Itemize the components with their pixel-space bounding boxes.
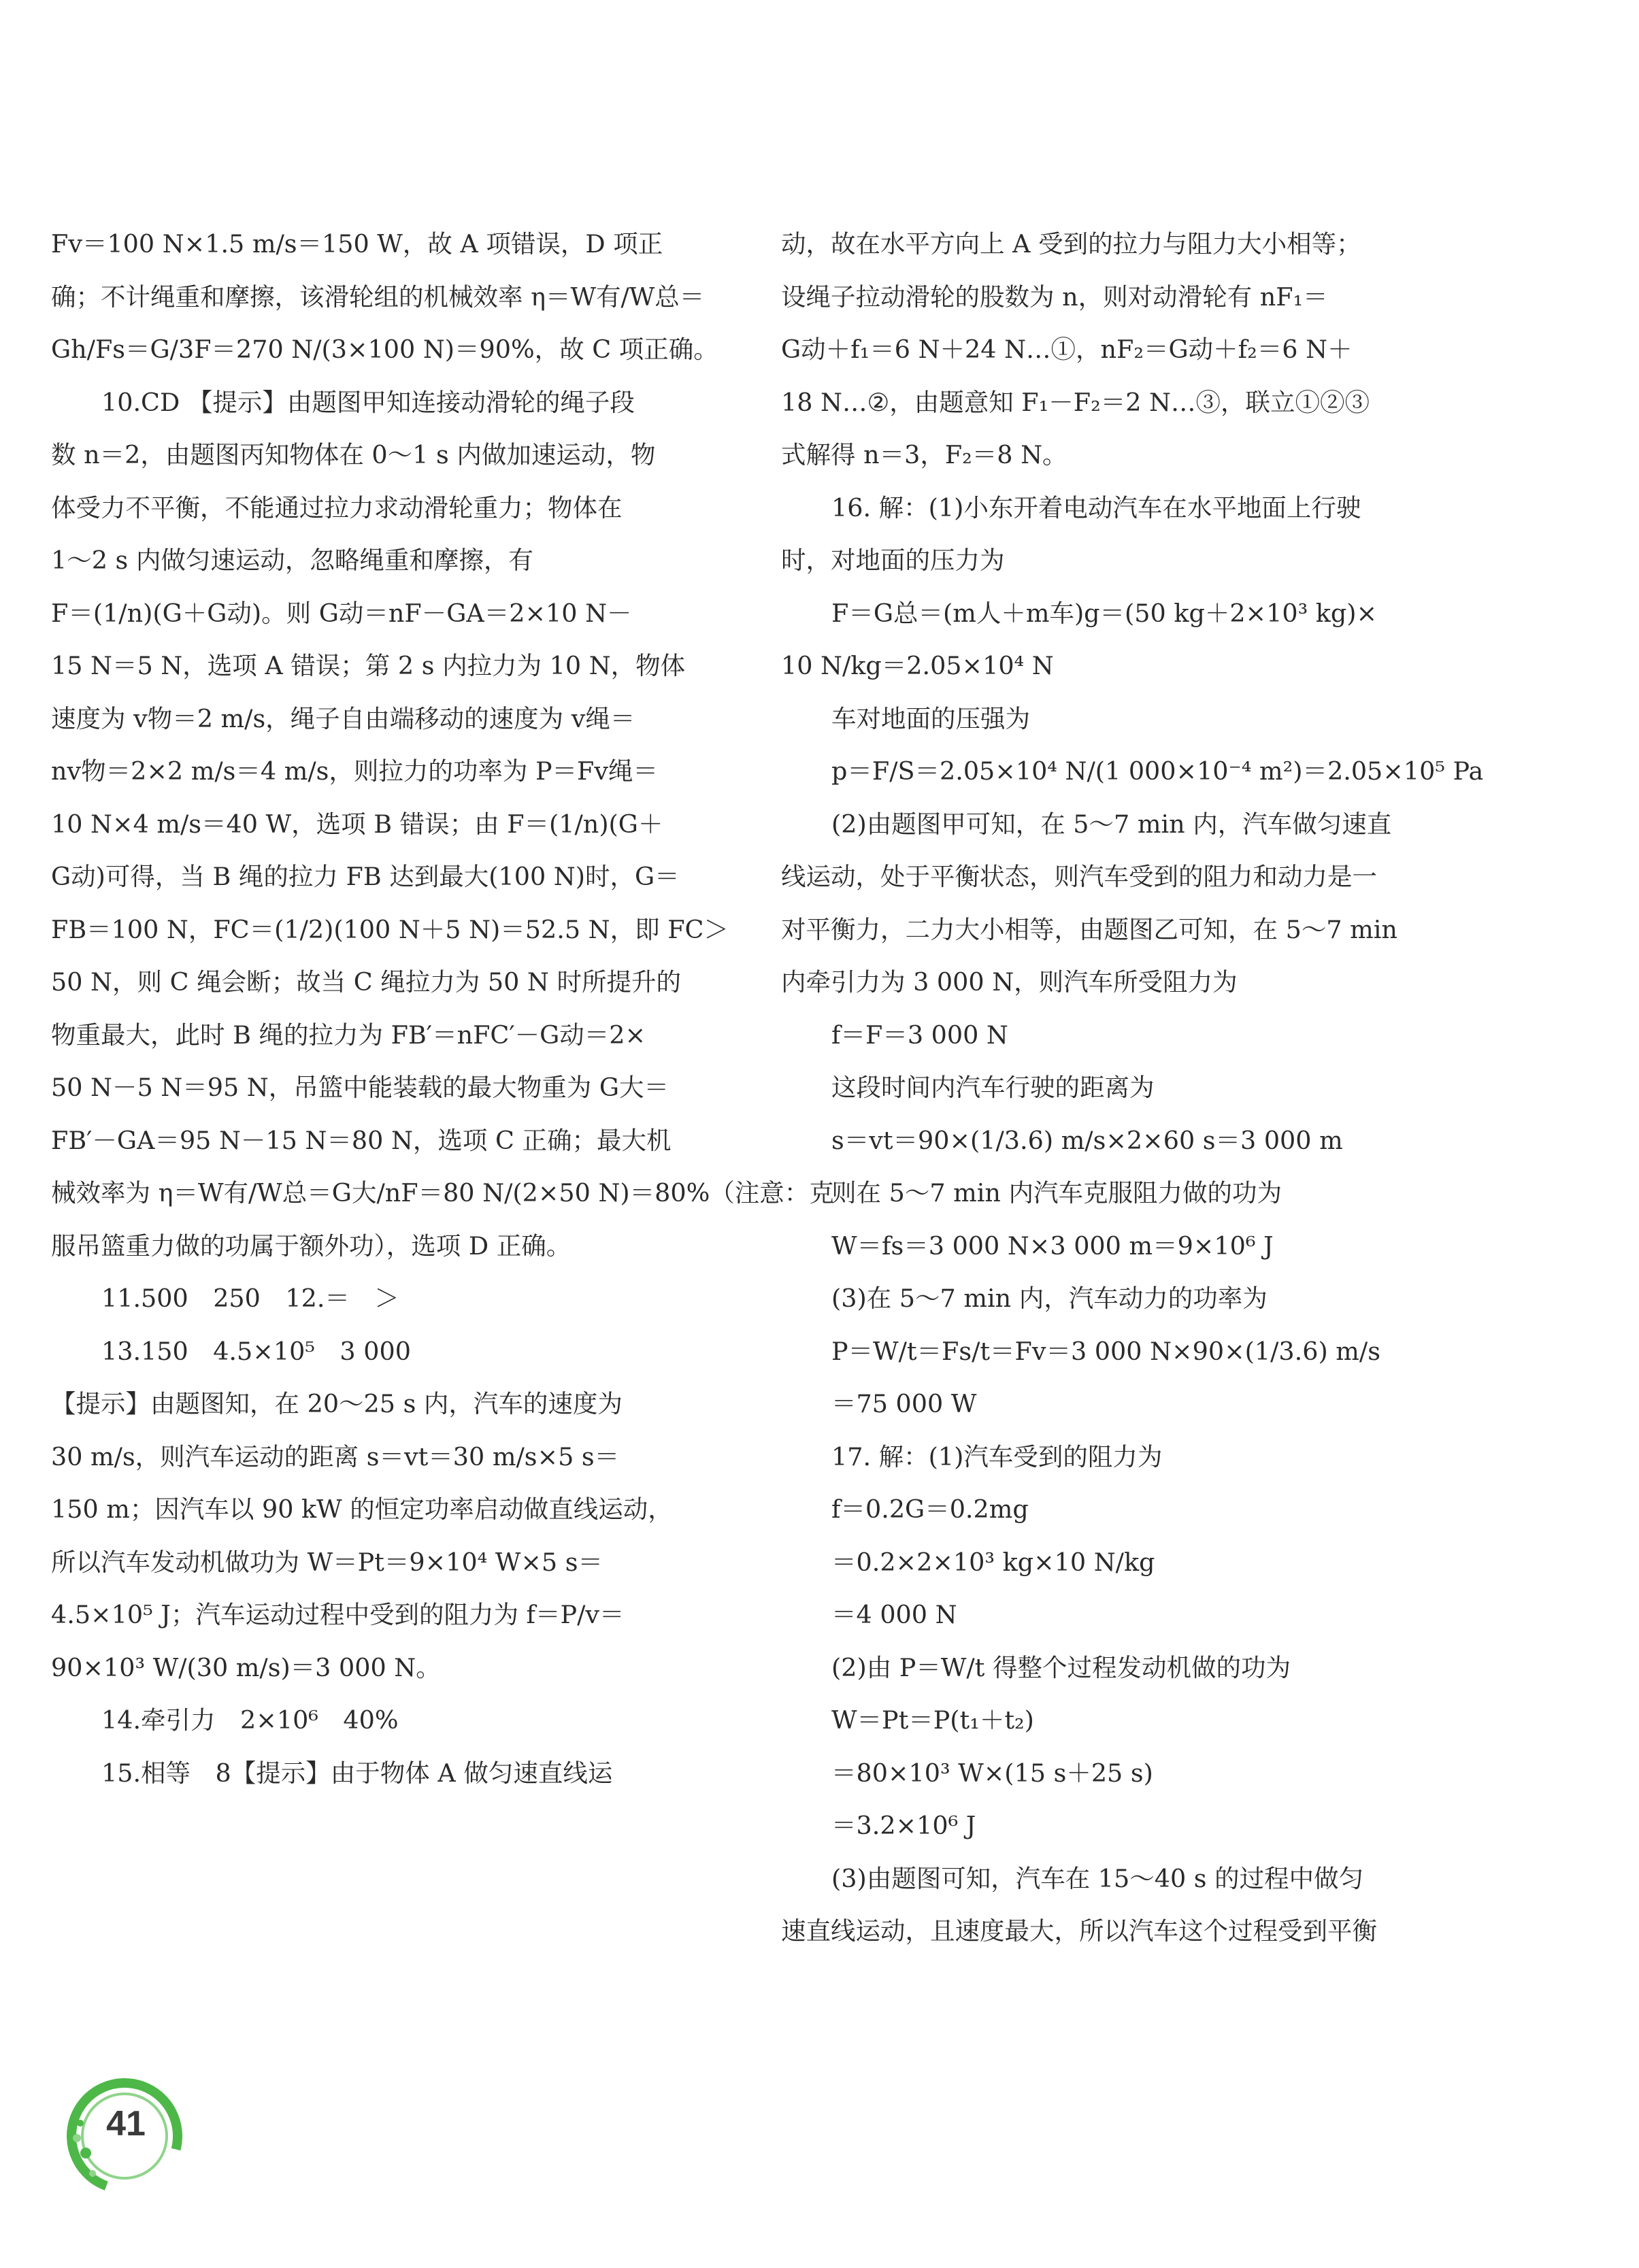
text-line: 50 N－5 N＝95 N，吊篮中能装载的最大物重为 G大＝ xyxy=(51,1073,669,1102)
text-line: 14.牵引力 2×10⁶ 40% xyxy=(101,1705,399,1735)
text-line: ＝80×10³ W×(15 s＋25 s) xyxy=(831,1758,1153,1788)
text-line: 【提示】由题图知，在 20～25 s 内，汽车的速度为 xyxy=(51,1389,623,1418)
text-line: G动)可得，当 B 绳的拉力 FB 达到最大(100 N)时，G＝ xyxy=(51,862,680,891)
text-line: F＝G总＝(m人＋m车)g＝(50 kg＋2×10³ kg)× xyxy=(831,598,1378,628)
text-line: FB＝100 N，FC＝(1/2)(100 N＋5 N)＝52.5 N，即 FC＞ xyxy=(51,914,729,944)
text-line: p＝F/S＝2.05×10⁴ N/(1 000×10⁻⁴ m²)＝2.05×10⁵ Pa xyxy=(831,756,1484,786)
text-line: 时，对地面的压力为 xyxy=(781,546,1005,575)
text-line: 车对地面的压强为 xyxy=(831,703,1030,733)
text-line: 内牵引力为 3 000 N，则汽车所受阻力为 xyxy=(781,967,1238,997)
text-line: (2)由 P＝W/t 得整个过程发动机做的功为 xyxy=(831,1652,1291,1682)
text-line: ＝3.2×10⁶ J xyxy=(831,1811,976,1840)
text-line: G动＋f₁＝6 N＋24 N…①，nF₂＝G动＋f₂＝6 N＋ xyxy=(781,335,1353,364)
text-line: W＝Pt＝P(t₁＋t₂) xyxy=(831,1705,1034,1735)
text-line: 速度为 v物＝2 m/s，绳子自由端移动的速度为 v绳＝ xyxy=(51,703,635,733)
text-line: (3)在 5～7 min 内，汽车动力的功率为 xyxy=(831,1284,1268,1313)
text-line: f＝0.2G＝0.2mg xyxy=(831,1495,1029,1524)
text-line: ＝4 000 N xyxy=(831,1600,957,1629)
text-line: s＝vt＝90×(1/3.6) m/s×2×60 s＝3 000 m xyxy=(831,1125,1343,1155)
text-line: Fv＝100 N×1.5 m/s＝150 W，故 A 项错误，D 项正 xyxy=(51,229,663,259)
text-line: f＝F＝3 000 N xyxy=(831,1020,1008,1050)
text-line: 对平衡力，二力大小相等，由题图乙可知，在 5～7 min xyxy=(781,914,1397,944)
left-column xyxy=(51,218,834,1799)
text-line: 15 N＝5 N，选项 A 错误；第 2 s 内拉力为 10 N，物体 xyxy=(51,651,686,680)
text-line: (3)由题图可知，汽车在 15～40 s 的过程中做匀 xyxy=(831,1863,1364,1893)
text-line: 物重最大，此时 B 绳的拉力为 FB′＝nFC′－G动＝2× xyxy=(51,1020,646,1050)
text-line: 10.CD 【提示】由题图甲知连接动滑轮的绳子段 xyxy=(101,387,635,417)
text-line: 所以汽车发动机做功为 W＝Pt＝9×10⁴ W×5 s＝ xyxy=(51,1547,603,1577)
text-line: 确；不计绳重和摩擦，该滑轮组的机械效率 η＝W有/W总＝ xyxy=(51,282,705,312)
text-line: (2)由题图甲可知，在 5～7 min 内，汽车做匀速直 xyxy=(831,809,1392,839)
text-line: F＝(1/n)(G＋G动)。则 G动＝nF－GA＝2×10 N－ xyxy=(51,598,632,628)
right-column xyxy=(781,218,1484,1958)
text-line: ＝75 000 W xyxy=(831,1389,977,1418)
text-line: 17. 解：(1)汽车受到的阻力为 xyxy=(831,1441,1163,1471)
text-line: 13.150 4.5×10⁵ 3 000 xyxy=(101,1336,411,1366)
text-line: 设绳子拉动滑轮的股数为 n，则对动滑轮有 nF₁＝ xyxy=(781,282,1328,312)
text-line: 4.5×10⁵ J；汽车运动过程中受到的阻力为 f＝P/v＝ xyxy=(51,1600,625,1629)
text-line: FB′－GA＝95 N－15 N＝80 N，选项 C 正确；最大机 xyxy=(51,1125,672,1155)
text-line: 10 N/kg＝2.05×10⁴ N xyxy=(781,651,1054,680)
text-line: 50 N，则 C 绳会断；故当 C 绳拉力为 50 N 时所提升的 xyxy=(51,967,681,997)
text-line: 动，故在水平方向上 A 受到的拉力与阻力大小相等； xyxy=(781,229,1361,259)
text-line: 式解得 n＝3，F₂＝8 N。 xyxy=(781,440,1067,469)
text-line: P＝W/t＝Fs/t＝Fv＝3 000 N×90×(1/3.6) m/s xyxy=(831,1336,1380,1366)
text-line: W＝fs＝3 000 N×3 000 m＝9×10⁶ J xyxy=(831,1231,1274,1261)
text-line: 速直线运动，且速度最大，所以汽车这个过程受到平衡 xyxy=(781,1916,1377,1946)
text-line: 线运动，处于平衡状态，则汽车受到的阻力和动力是一 xyxy=(781,862,1377,891)
text-line: 数 n＝2，由题图丙知物体在 0～1 s 内做加速运动，物 xyxy=(51,440,656,469)
text-line: 90×10³ W/(30 m/s)＝3 000 N。 xyxy=(51,1652,441,1682)
page-number: 41 xyxy=(106,2104,146,2144)
text-line: 16. 解：(1)小东开着电动汽车在水平地面上行驶 xyxy=(831,493,1361,522)
text-line: 1～2 s 内做匀速运动，忽略绳重和摩擦，有 xyxy=(51,546,533,575)
text-line: 150 m；因汽车以 90 kW 的恒定功率启动做直线运动， xyxy=(51,1495,673,1524)
text-line: 30 m/s，则汽车运动的距离 s＝vt＝30 m/s×5 s＝ xyxy=(51,1441,620,1471)
text-line: 10 N×4 m/s＝40 W，选项 B 错误；由 F＝(1/n)(G＋ xyxy=(51,809,663,839)
text-line: 这段时间内汽车行驶的距离为 xyxy=(831,1073,1155,1102)
text-line: nv物＝2×2 m/s＝4 m/s，则拉力的功率为 P＝Fv绳＝ xyxy=(51,756,658,786)
text-line: ＝0.2×2×10³ kg×10 N/kg xyxy=(831,1547,1155,1577)
text-line: 11.500 250 12.＝ ＞ xyxy=(101,1284,399,1313)
text-line: 体受力不平衡，不能通过拉力求动滑轮重力；物体在 xyxy=(51,493,623,522)
text-line: 械效率为 η＝W有/W总＝G大/nF＝80 N/(2×50 N)＝80%（注意：克 xyxy=(51,1178,834,1207)
text-line: 服吊篮重力做的功属于额外功），选项 D 正确。 xyxy=(51,1231,572,1261)
text-line: Gh/Fs＝G/3F＝270 N/(3×100 N)＝90%，故 C 项正确。 xyxy=(51,335,718,364)
text-line: 18 N…②，由题意知 F₁－F₂＝2 N…③，联立①②③ xyxy=(781,387,1370,417)
text-line: 则在 5～7 min 内汽车克服阻力做的功为 xyxy=(831,1178,1282,1207)
text-line: 15.相等 8【提示】由于物体 A 做匀速直线运 xyxy=(101,1758,613,1788)
